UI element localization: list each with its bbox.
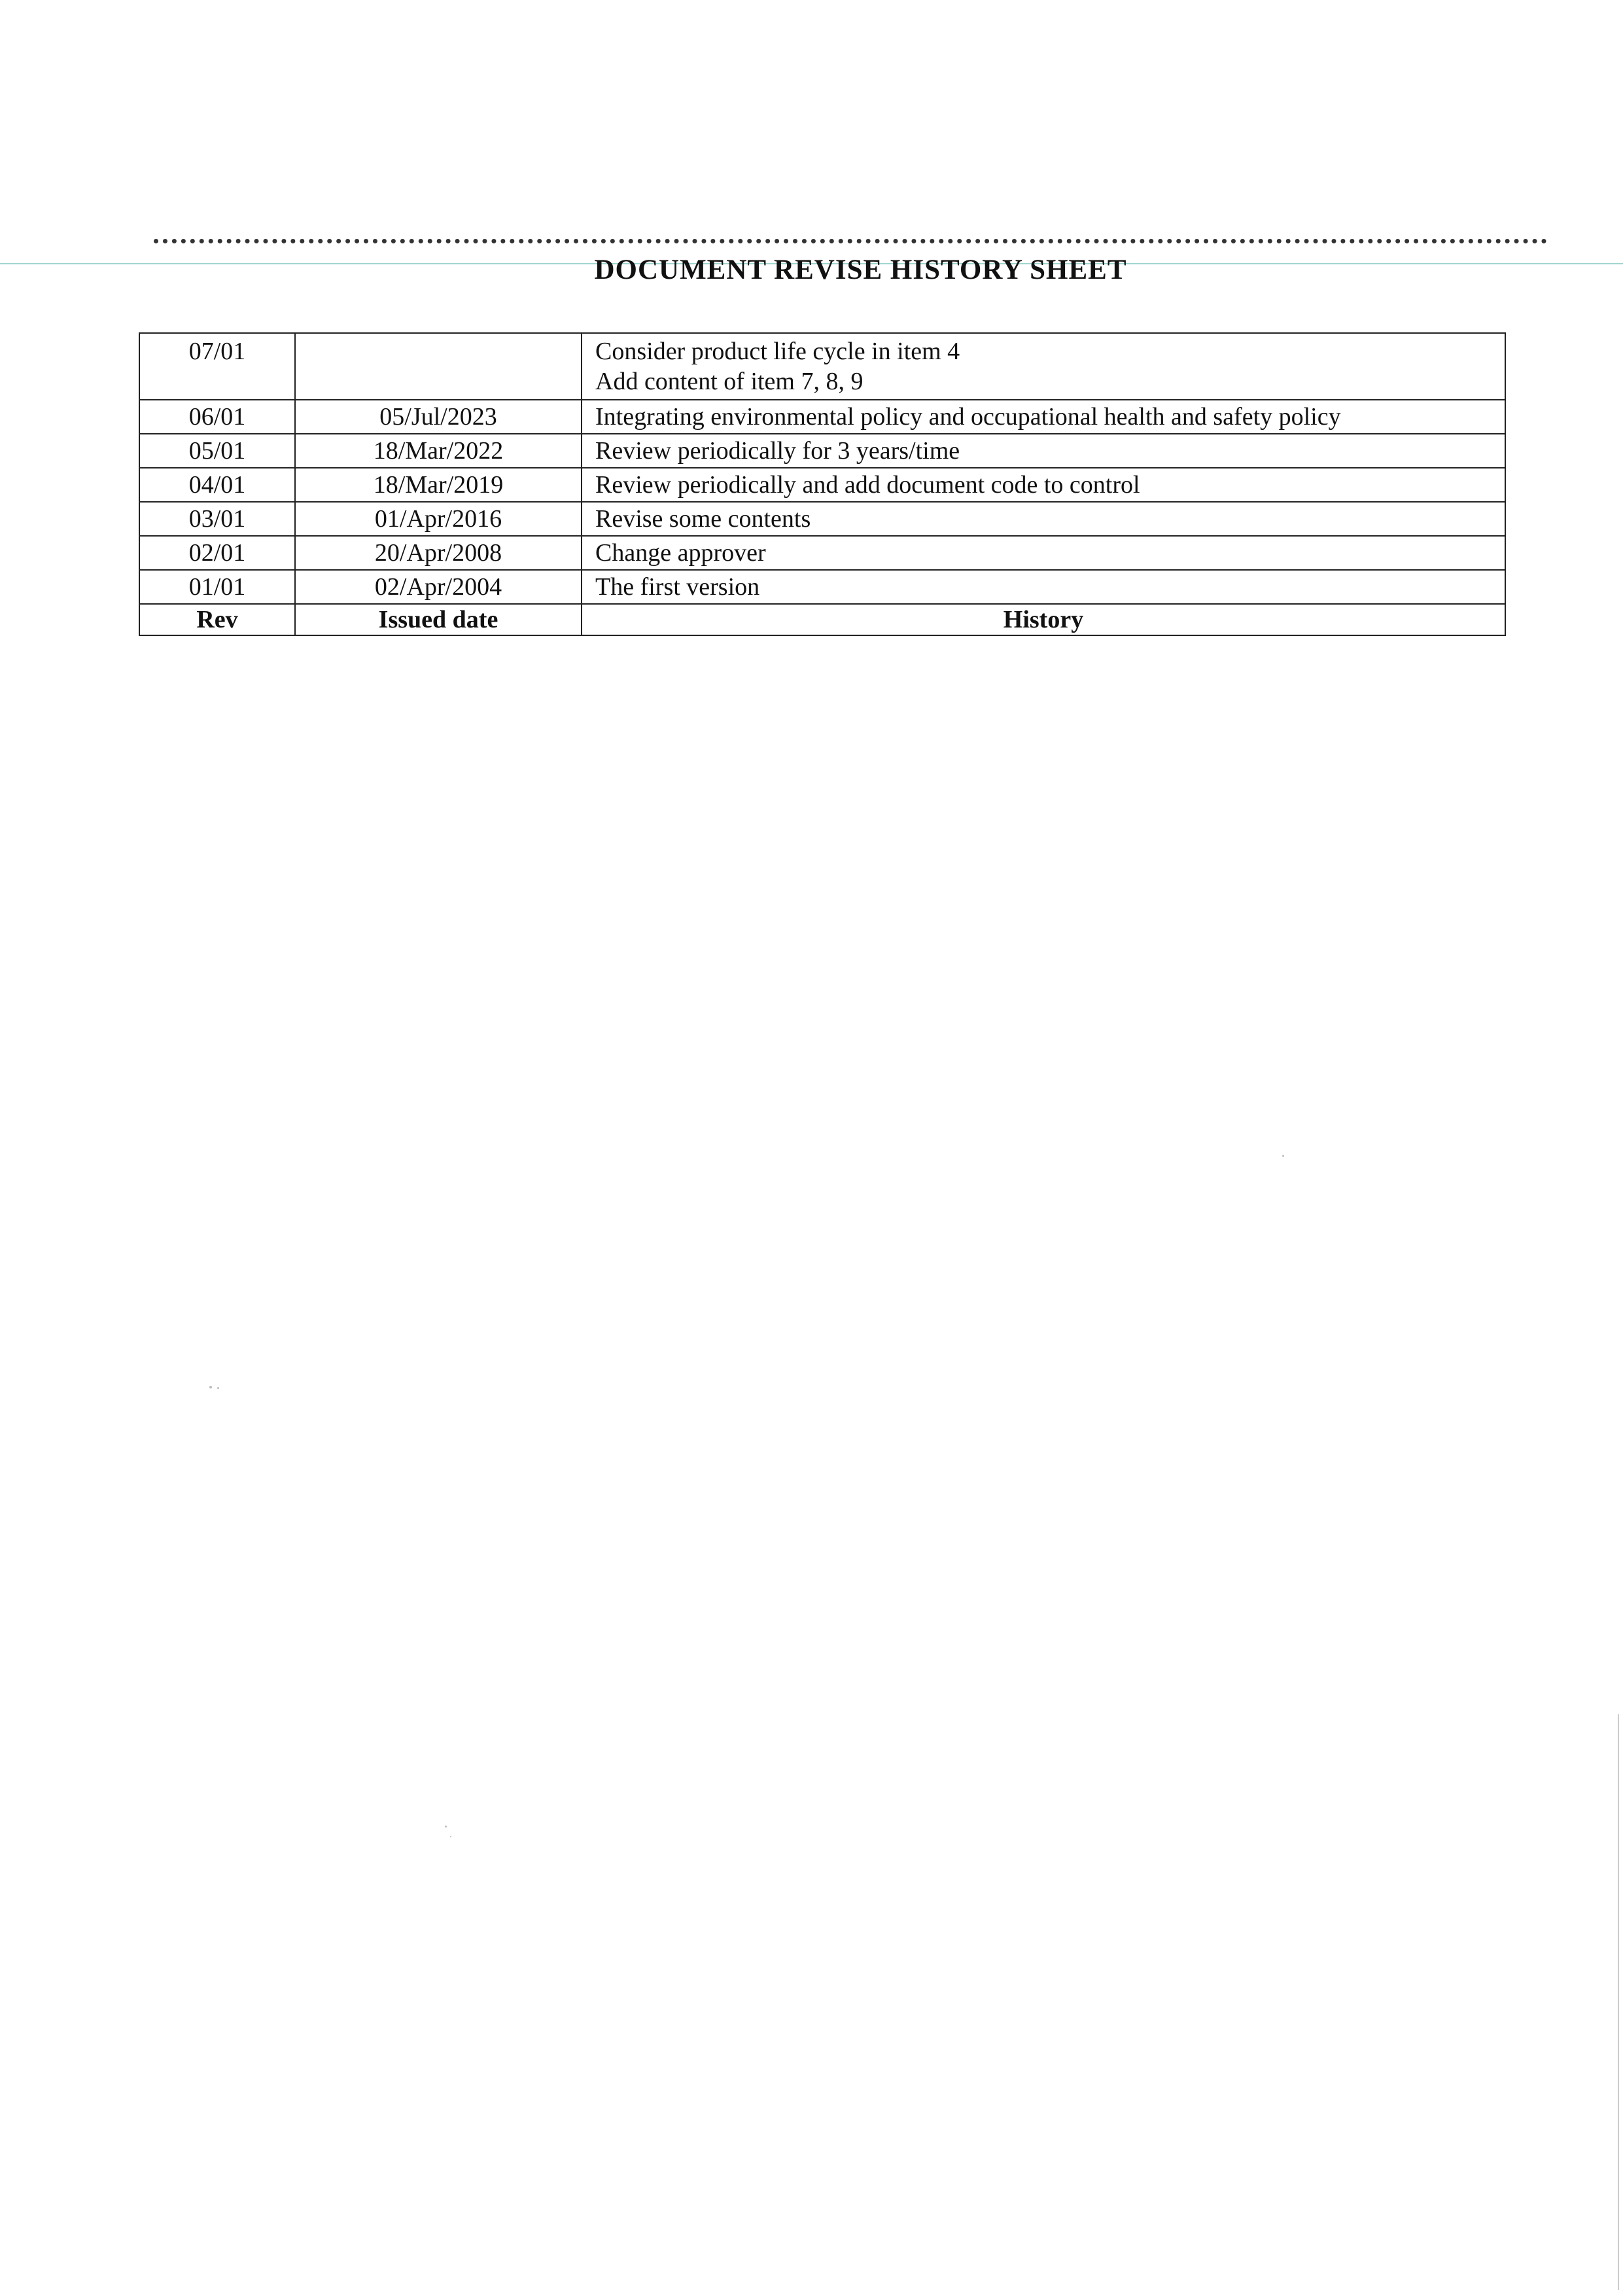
history-cell xyxy=(582,333,1505,400)
table-row xyxy=(139,468,1505,502)
history-header: History xyxy=(582,604,1505,635)
table-row xyxy=(139,400,1505,434)
history-cell: Integrating environmental policy and occupational health and safety policy xyxy=(582,400,1505,434)
issued-date-cell: 01/Apr/2016 xyxy=(295,502,582,536)
history-cell: The first version xyxy=(582,570,1505,604)
table-row xyxy=(139,570,1505,604)
scan-edge-line xyxy=(1618,1714,1619,2290)
issued-date-cell: 05/Jul/2023 xyxy=(295,400,582,434)
table-header-row xyxy=(139,604,1505,635)
scan-speck xyxy=(450,1836,451,1837)
sheet-title: DOCUMENT REVISE HISTORY SHEET xyxy=(594,255,1127,285)
scan-speck xyxy=(1282,1155,1284,1157)
issued-date-cell: 18/Mar/2022 xyxy=(295,434,582,468)
rev-cell: 07/01 xyxy=(139,333,295,400)
history-cell: Review periodically for 3 years/time xyxy=(582,434,1505,468)
issued-date-cell: 02/Apr/2004 xyxy=(295,570,582,604)
issued-date-cell: 18/Mar/2019 xyxy=(295,468,582,502)
scan-speck xyxy=(217,1387,219,1389)
history-cell: Change approver xyxy=(582,536,1505,570)
table-row xyxy=(139,536,1505,570)
scan-speck xyxy=(445,1826,447,1828)
issued-date-cell: 20/Apr/2008 xyxy=(295,536,582,570)
scan-speck xyxy=(209,1386,212,1388)
rev-cell: 02/01 xyxy=(139,536,295,570)
history-cell: Review periodically and add document code to control xyxy=(582,468,1505,502)
issued-date-cell xyxy=(295,333,582,400)
sheet-title-container xyxy=(0,254,1623,286)
table-row xyxy=(139,434,1505,468)
rev-cell: 06/01 xyxy=(139,400,295,434)
rev-cell: 01/01 xyxy=(139,570,295,604)
issued-date-header: Issued date xyxy=(295,604,582,635)
table-row xyxy=(139,333,1505,400)
rev-cell: 04/01 xyxy=(139,468,295,502)
header-dotted-rule xyxy=(154,239,1547,243)
history-line: Consider product life cycle in item 4 xyxy=(595,338,960,365)
rev-cell: 05/01 xyxy=(139,434,295,468)
history-line: Add content of item 7, 8, 9 xyxy=(595,368,864,395)
revise-history-table xyxy=(139,332,1506,636)
history-cell: Revise some contents xyxy=(582,502,1505,536)
table-row xyxy=(139,502,1505,536)
rev-header: Rev xyxy=(139,604,295,635)
rev-cell: 03/01 xyxy=(139,502,295,536)
